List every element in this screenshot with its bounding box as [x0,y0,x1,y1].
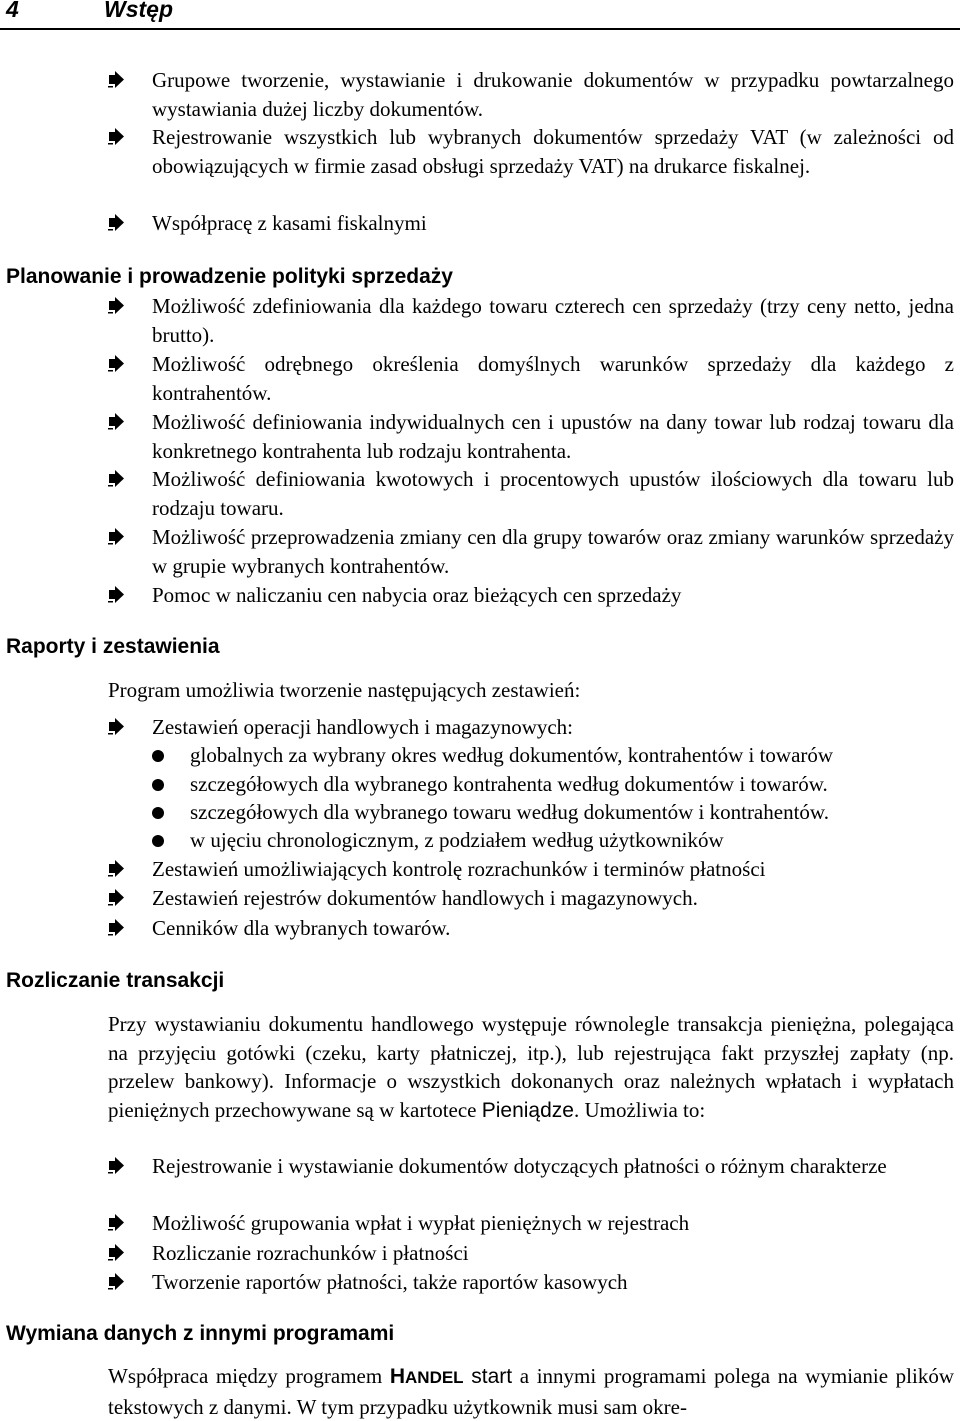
round-bullet-icon [152,835,164,847]
arrow-bullet-icon [108,1157,124,1174]
arrow-bullet-icon [108,297,124,314]
sub-list-item: szczegółowych dla wybranego kontrahenta według dokumentów i towarów. [152,770,952,799]
sub-list-item: w ujęciu chronologicznym, z podziałem według użytkowników [152,826,952,855]
arrow-bullet-icon [108,128,124,145]
arrow-bullet-icon [108,718,124,735]
section-heading-settlement: Rozliczanie transakcji [6,969,225,992]
list-item: Rozliczanie rozrachunków i płatności [108,1239,954,1268]
arrow-bullet-icon [108,528,124,545]
arrow-bullet-icon [108,214,124,231]
round-bullet-icon [152,779,164,791]
arrow-bullet-icon [108,889,124,906]
list-item: Grupowe tworzenie, wystawianie i drukowanie dokumentów w przypadku powtarzalnego wystawiania dużej liczby dokumentów. [108,66,954,123]
list-item: Możliwość zdefiniowania dla każdego towaru czterech cen sprzedaży (trzy ceny netto, jedna brutto). [108,292,954,349]
arrow-bullet-icon [108,470,124,487]
chapter-title: Wstęp [104,0,173,22]
page-header [0,0,960,30]
list-item: Możliwość definiowania indywidualnych cen i upustów na dany towar lub rodzaj towaru dla konkretnego kontrahenta lub rodzaju kontrahenta. [108,408,954,465]
product-name: HANDEL [389,1365,464,1388]
arrow-bullet-icon [108,919,124,936]
settlement-paragraph: Przy wystawianiu dokumentu handlowego występuje równolegle transakcja pieniężna, polegająca na przyjęciu gotówki (czeku, karty płatniczej, itp.), lub rejestrująca fakt przyszłej zapłaty (np. przelew bankowy). Informacje o wszystkich dokonanych oraz należnych wpłatach i wypłatach pieniężnych przechowywane są w kartotece Pieniądze. Umożliwia to: [108,1012,954,1122]
section-heading-reports: Raporty i zestawienia [6,635,220,658]
round-bullet-icon [152,750,164,762]
list-item: Możliwość odrębnego określenia domyślnych warunków sprzedaży dla każdego z kontrahentów. [108,350,954,407]
arrow-bullet-icon [108,586,124,603]
list-item: Współpracę z kasami fiskalnymi [108,209,954,238]
list-item: Możliwość grupowania wpłat i wypłat pieniężnych w rejestrach [108,1209,954,1238]
list-item: Możliwość definiowania kwotowych i procentowych upustów ilościowych dla towaru lub rodzaju towaru. [108,465,954,522]
arrow-bullet-icon [108,860,124,877]
list-item: Zestawień operacji handlowych i magazynowych: [108,713,954,742]
sub-list-item: szczegółowych dla wybranego towaru według dokumentów i kontrahentów. [152,798,952,827]
page-number: 4 [6,0,19,22]
list-item: Zestawień rejestrów dokumentów handlowych i magazynowych. [108,884,954,913]
arrow-bullet-icon [108,1244,124,1261]
list-item: Tworzenie raportów płatności, także raportów kasowych [108,1268,954,1297]
exchange-paragraph: Współpraca między programem HANDEL start a innymi programami polega na wymianie plików tekstowych z danymi. W tym przypadku użytkownik musi sam okre- [108,1364,955,1419]
list-item: Cenników dla wybranych towarów. [108,914,954,943]
list-item: Zestawień umożliwiających kontrolę rozrachunków i terminów płatności [108,855,954,884]
term-pieniadze: Pieniądze [481,1098,574,1122]
section-heading-exchange: Wymiana danych z innymi programami [6,1322,395,1345]
arrow-bullet-icon [108,1273,124,1290]
list-item: Pomoc w naliczaniu cen nabycia oraz bieżących cen sprzedaży [108,581,954,610]
list-item: Możliwość przeprowadzenia zmiany cen dla grupy towarów oraz zmiany warunków sprzedaży w grupie wybranych kontrahentów. [108,523,954,580]
sub-list-item: globalnych za wybrany okres według dokumentów, kontrahentów i towarów [152,741,952,770]
list-item: Rejestrowanie wszystkich lub wybranych dokumentów sprzedaży VAT (w zależności od obowiązujących w firmie zasad obsługi sprzedaży VAT) na drukarce fiskalnej. [108,123,954,180]
section-heading-pricing: Planowanie i prowadzenie polityki sprzedaży [6,265,453,288]
arrow-bullet-icon [108,413,124,430]
arrow-bullet-icon [108,71,124,88]
arrow-bullet-icon [108,355,124,372]
round-bullet-icon [152,807,164,819]
list-item: Rejestrowanie i wystawianie dokumentów dotyczących płatności o różnym charakterze [108,1152,954,1181]
reports-intro: Program umożliwia tworzenie następujących zestawień: [108,678,581,702]
header-rule [0,28,960,30]
arrow-bullet-icon [108,1214,124,1231]
